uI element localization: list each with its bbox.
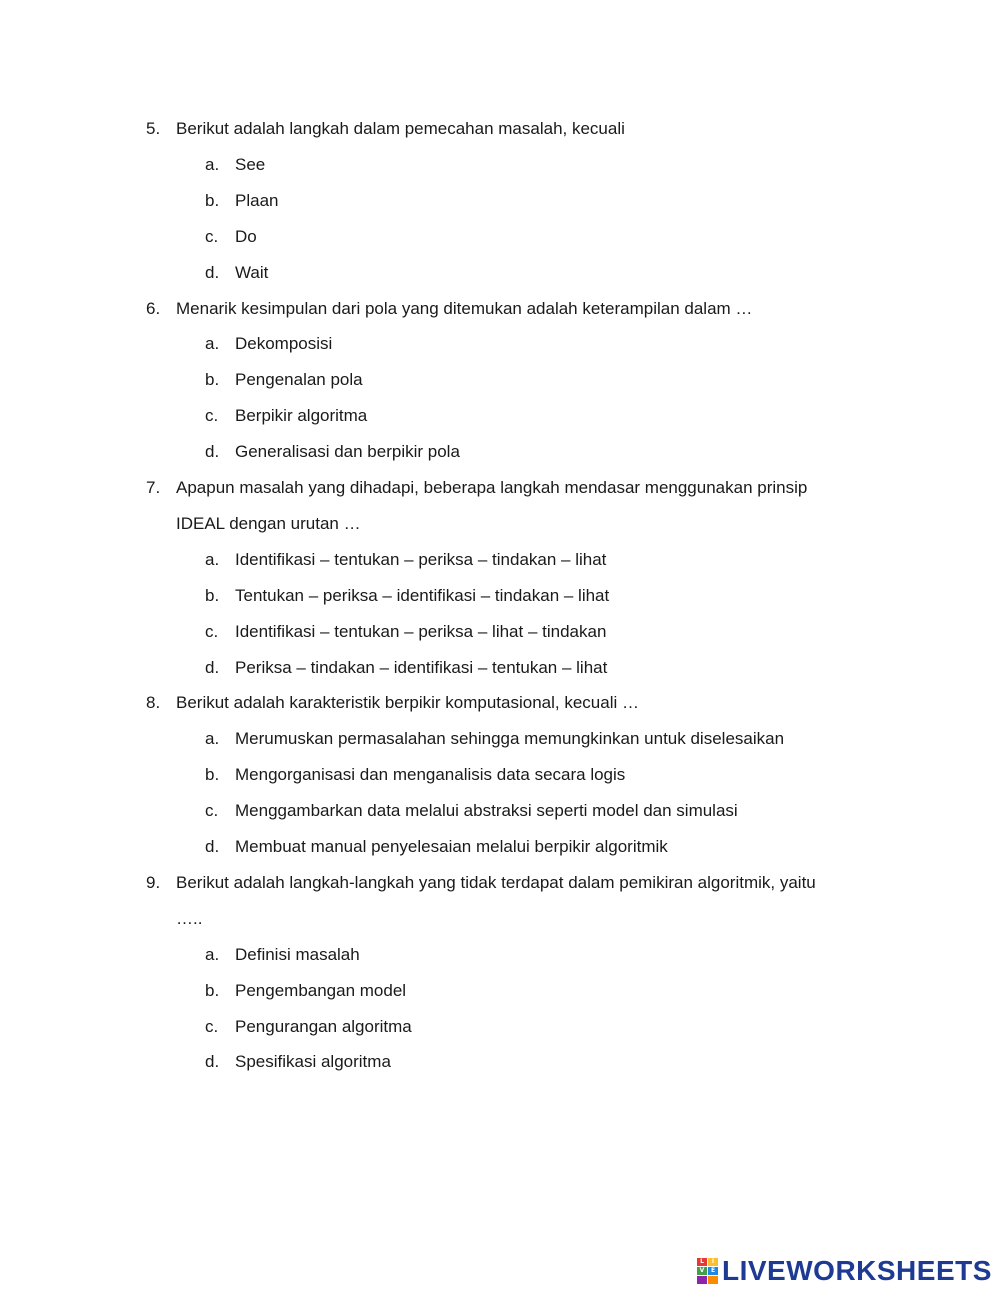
- option-letter: c.: [205, 621, 219, 641]
- option-letter: d.: [205, 262, 220, 282]
- option-text: Generalisasi dan berpikir pola: [235, 442, 460, 462]
- option-letter: d.: [205, 442, 220, 462]
- option-text: Identifikasi – tentukan – periksa – lihat – tindakan: [235, 621, 607, 641]
- option-letter: b.: [205, 585, 220, 605]
- option-letter: b.: [205, 370, 220, 390]
- option-text: Do: [235, 226, 257, 246]
- option-letter: c.: [205, 801, 219, 821]
- option-text: Identifikasi – tentukan – periksa – tindakan – lihat: [235, 549, 607, 569]
- question-text: Berikut adalah langkah dalam pemecahan masalah, kecuali: [176, 119, 625, 138]
- option-text: Plaan: [235, 190, 279, 210]
- option-letter: b.: [205, 980, 220, 1000]
- option-text: Dekomposisi: [235, 334, 333, 354]
- option-letter: a.: [205, 944, 220, 964]
- option-text: Definisi masalah: [235, 944, 360, 964]
- option-letter: a.: [205, 154, 220, 174]
- option-text: Wait: [235, 262, 269, 282]
- option-letter: a.: [205, 549, 220, 569]
- logo-block: [708, 1276, 718, 1284]
- logo-block: L: [697, 1258, 707, 1266]
- liveworksheets-logo: [697, 1257, 992, 1285]
- question-number: 7.: [146, 478, 161, 497]
- option-letter: c.: [205, 226, 219, 246]
- question-number: 6.: [146, 298, 161, 318]
- option-text: Merumuskan permasalahan sehingga memungkinkan untuk diselesaikan: [235, 729, 785, 749]
- option-text: Tentukan – periksa – identifikasi – tindakan – lihat: [235, 585, 610, 605]
- question-text: Berikut adalah langkah-langkah yang tidak terdapat dalam pemikiran algoritmik, yaitu: [176, 872, 816, 892]
- logo-text: LIVEWORKSHEETS: [722, 1255, 992, 1286]
- option-text: Pengurangan algoritma: [235, 1016, 412, 1036]
- option-letter: c.: [205, 1016, 219, 1036]
- option-text: Berpikir algoritma: [235, 406, 368, 426]
- question-text: Apapun masalah yang dihadapi, beberapa langkah mendasar menggunakan prinsip: [176, 478, 808, 497]
- option-text: See: [235, 154, 266, 174]
- option-letter: b.: [205, 190, 220, 210]
- question-text: IDEAL dengan urutan …: [176, 513, 361, 533]
- option-letter: b.: [205, 765, 220, 785]
- option-letter: a.: [205, 334, 220, 354]
- question-number: 5.: [146, 119, 161, 138]
- logo-block: I: [708, 1258, 718, 1266]
- question-text: Menarik kesimpulan dari pola yang ditemukan adalah keterampilan dalam …: [176, 298, 753, 318]
- logo-block: [697, 1276, 707, 1284]
- option-letter: d.: [205, 657, 220, 677]
- option-letter: d.: [205, 837, 220, 856]
- option-text: Menggambarkan data melalui abstraksi seperti model dan simulasi: [235, 801, 738, 821]
- option-letter: c.: [205, 406, 219, 426]
- question-number: 8.: [146, 693, 161, 713]
- logo-block: E: [708, 1267, 718, 1275]
- logo-blocks-icon: [697, 1258, 718, 1284]
- option-text: Spesifikasi algoritma: [235, 1052, 391, 1072]
- logo-block: V: [697, 1267, 707, 1275]
- option-text: Pengembangan model: [235, 980, 407, 1000]
- option-letter: d.: [205, 1052, 220, 1072]
- question-text: Berikut adalah karakteristik berpikir komputasional, kecuali …: [176, 693, 639, 713]
- question-number: 9.: [146, 872, 161, 892]
- option-letter: a.: [205, 729, 220, 749]
- option-text: Membuat manual penyelesaian melalui berpikir algoritmik: [235, 837, 668, 856]
- question-text: …..: [176, 908, 203, 928]
- option-text: Periksa – tindakan – identifikasi – tentukan – lihat: [235, 657, 608, 677]
- option-text: Mengorganisasi dan menganalisis data secara logis: [235, 765, 626, 785]
- option-text: Pengenalan pola: [235, 370, 363, 390]
